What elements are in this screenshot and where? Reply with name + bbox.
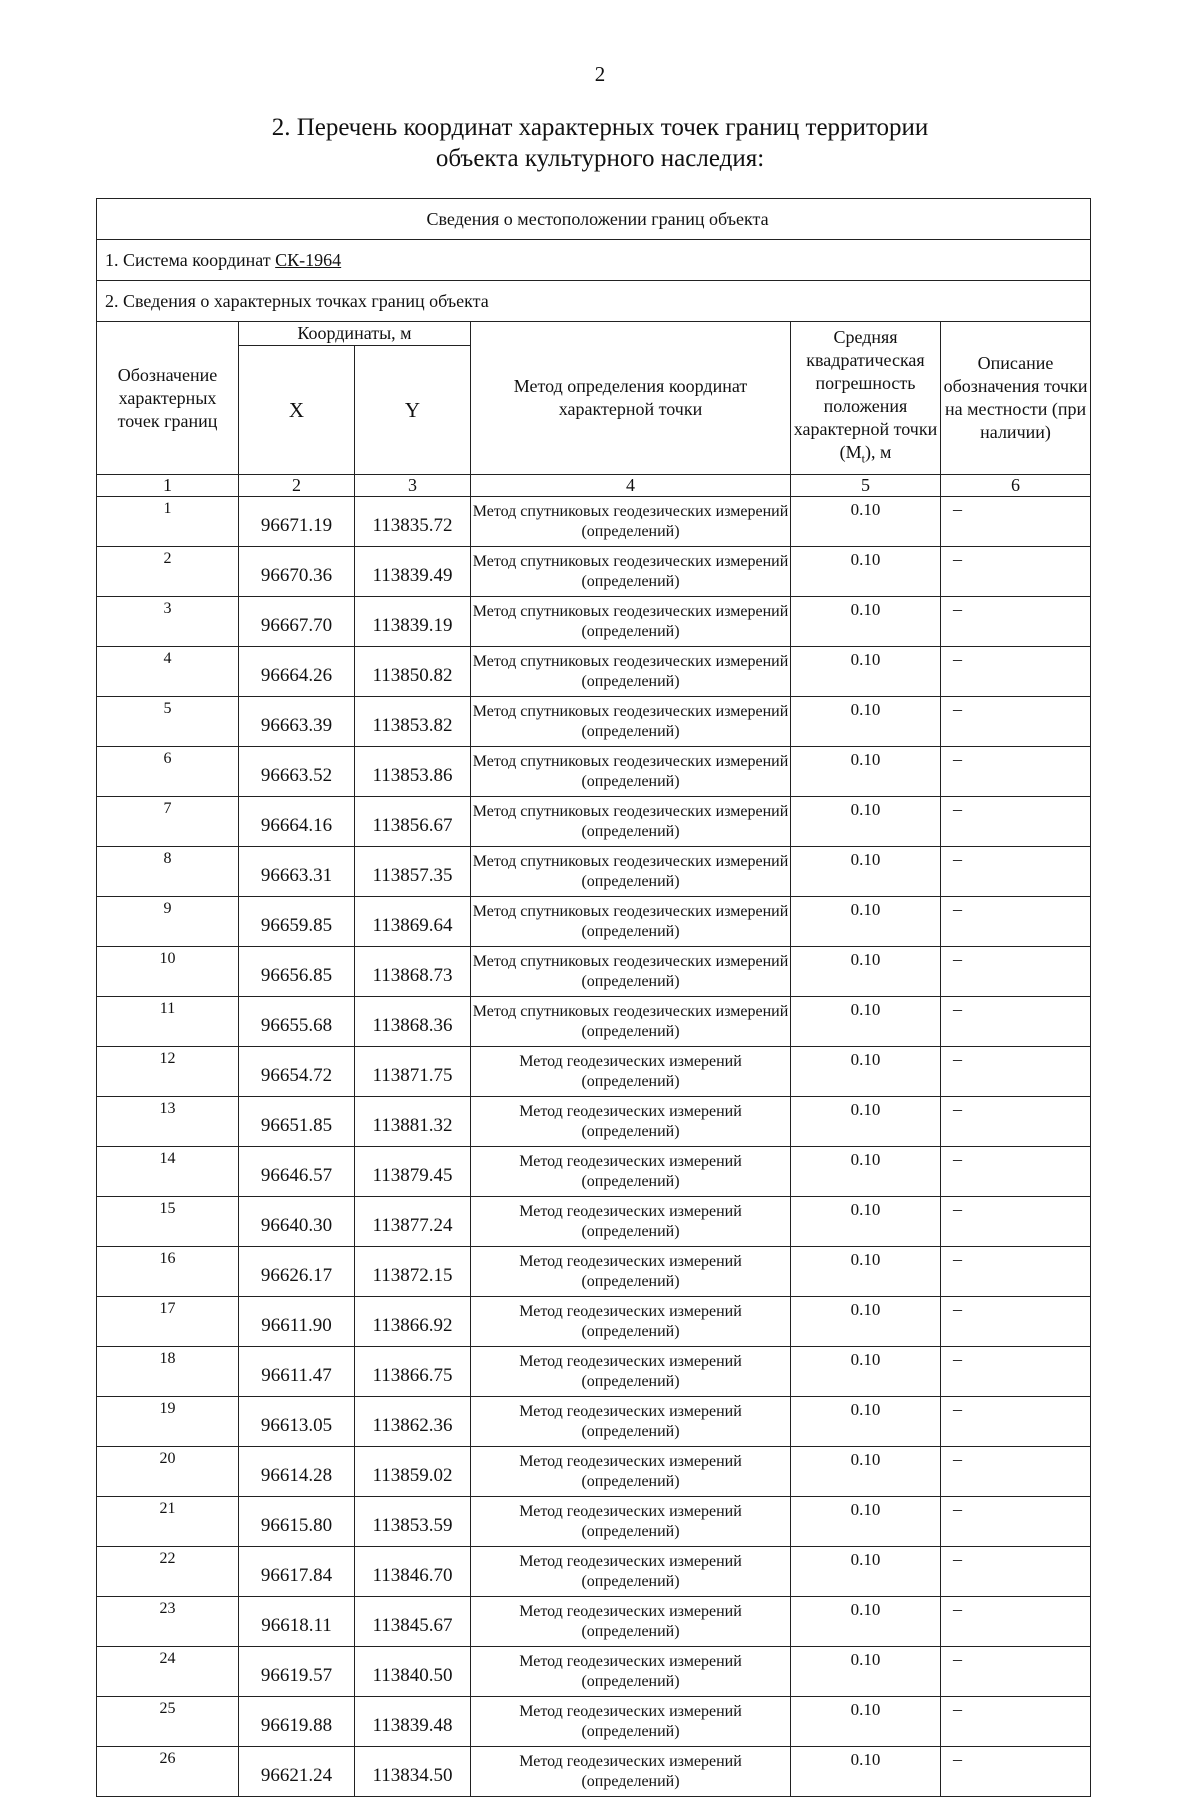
point-number: 25 — [97, 1697, 239, 1747]
method-text: Метод геодезических измерений (определений) — [471, 1597, 791, 1647]
coord-y: 113868.73 — [355, 947, 471, 997]
coord-x: 96619.57 — [239, 1647, 355, 1697]
method-text: Метод геодезических измерений (определений) — [471, 1397, 791, 1447]
table-row — [97, 1047, 1091, 1097]
heading-line-2: объекта культурного наследия: — [435, 145, 765, 172]
coord-y: 113872.15 — [355, 1247, 471, 1297]
description-value: – — [941, 847, 1091, 897]
coordinates-table-wrapper — [96, 198, 1090, 1797]
coord-y: 113853.86 — [355, 747, 471, 797]
description-value: – — [941, 497, 1091, 547]
description-value: – — [941, 1247, 1091, 1297]
coord-y: 113866.92 — [355, 1297, 471, 1347]
coord-y: 113839.49 — [355, 547, 471, 597]
description-value: – — [941, 1197, 1091, 1247]
method-text: Метод спутниковых геодезических измерений (определений) — [471, 697, 791, 747]
table-row — [97, 847, 1091, 897]
point-number: 14 — [97, 1147, 239, 1197]
description-value: – — [941, 1347, 1091, 1397]
coord-y: 113850.82 — [355, 647, 471, 697]
method-text: Метод геодезических измерений (определений) — [471, 1347, 791, 1397]
point-number: 19 — [97, 1397, 239, 1447]
error-value: 0.10 — [791, 1247, 941, 1297]
method-text: Метод геодезических измерений (определений) — [471, 1297, 791, 1347]
document-heading — [0, 112, 1200, 174]
description-value: – — [941, 547, 1091, 597]
point-number: 22 — [97, 1547, 239, 1597]
table-row — [97, 1647, 1091, 1697]
point-number: 10 — [97, 947, 239, 997]
method-text: Метод спутниковых геодезических измерений (определений) — [471, 647, 791, 697]
coord-y: 113859.02 — [355, 1447, 471, 1497]
coord-x: 96651.85 — [239, 1097, 355, 1147]
header-error: Средняя квадратическая погрешность положения характерной точки $(M_t)$, м — [791, 322, 941, 475]
point-number: 23 — [97, 1597, 239, 1647]
method-text: Метод геодезических измерений (определений) — [471, 1647, 791, 1697]
error-value: 0.10 — [791, 1747, 941, 1797]
description-value: – — [941, 747, 1091, 797]
coord-y: 113853.82 — [355, 697, 471, 747]
coordinates-table — [96, 198, 1091, 1797]
error-value: 0.10 — [791, 597, 941, 647]
error-value: 0.10 — [791, 1047, 941, 1097]
table-row — [97, 597, 1091, 647]
column-number: 1 — [97, 475, 239, 497]
coord-y: 113853.59 — [355, 1497, 471, 1547]
coord-x: 96671.19 — [239, 497, 355, 547]
table-row — [97, 997, 1091, 1047]
point-number: 7 — [97, 797, 239, 847]
coord-x: 96611.90 — [239, 1297, 355, 1347]
error-value: 0.10 — [791, 497, 941, 547]
coord-x: 96615.80 — [239, 1497, 355, 1547]
column-number: 4 — [471, 475, 791, 497]
table-row — [97, 1497, 1091, 1547]
coord-x: 96655.68 — [239, 997, 355, 1047]
description-value: – — [941, 1597, 1091, 1647]
header-method: Метод определения координат характерной точки — [471, 322, 791, 475]
error-value: 0.10 — [791, 797, 941, 847]
point-number: 17 — [97, 1297, 239, 1347]
point-number: 12 — [97, 1047, 239, 1097]
coord-system-value: СК-1964 — [275, 249, 342, 270]
point-number: 4 — [97, 647, 239, 697]
coord-y: 113839.19 — [355, 597, 471, 647]
table-row — [97, 1447, 1091, 1497]
page-number: 2 — [594, 62, 606, 86]
coord-x: 96626.17 — [239, 1247, 355, 1297]
coord-x: 96667.70 — [239, 597, 355, 647]
method-text: Метод геодезических измерений (определений) — [471, 1097, 791, 1147]
error-value: 0.10 — [791, 547, 941, 597]
method-text: Метод геодезических измерений (определений) — [471, 1247, 791, 1297]
point-number: 18 — [97, 1347, 239, 1397]
table-row — [97, 797, 1091, 847]
point-number: 24 — [97, 1647, 239, 1697]
error-value: 0.10 — [791, 1447, 941, 1497]
description-value: – — [941, 1397, 1091, 1447]
description-value: – — [941, 997, 1091, 1047]
table-row — [97, 1247, 1091, 1297]
description-value: – — [941, 647, 1091, 697]
description-value: – — [941, 1047, 1091, 1097]
description-value: – — [941, 1547, 1091, 1597]
point-number: 8 — [97, 847, 239, 897]
coord-y: 113869.64 — [355, 897, 471, 947]
coord-system-row — [97, 240, 1091, 281]
coord-y: 113866.75 — [355, 1347, 471, 1397]
table-row — [97, 647, 1091, 697]
error-value: 0.10 — [791, 647, 941, 697]
coord-x: 96640.30 — [239, 1197, 355, 1247]
point-number: 20 — [97, 1447, 239, 1497]
coord-y: 113871.75 — [355, 1047, 471, 1097]
header-x: X — [239, 346, 355, 475]
coord-x: 96659.85 — [239, 897, 355, 947]
table-row — [97, 1697, 1091, 1747]
point-number: 1 — [97, 497, 239, 547]
description-value: – — [941, 1297, 1091, 1347]
point-number: 3 — [97, 597, 239, 647]
coord-y: 113856.67 — [355, 797, 471, 847]
point-number: 11 — [97, 997, 239, 1047]
method-text: Метод геодезических измерений (определений) — [471, 1447, 791, 1497]
table-row — [97, 1597, 1091, 1647]
description-value: – — [941, 597, 1091, 647]
method-text: Метод геодезических измерений (определений) — [471, 1497, 791, 1547]
coord-system-label: 1. Система координат — [105, 249, 276, 270]
coord-y: 113835.72 — [355, 497, 471, 547]
error-value: 0.10 — [791, 747, 941, 797]
table-row — [97, 1397, 1091, 1447]
header-y: Y — [355, 346, 471, 475]
section-label: 2. Сведения о характерных точках границ объекта — [97, 281, 1091, 322]
coord-x: 96611.47 — [239, 1347, 355, 1397]
table-row — [97, 1097, 1091, 1147]
point-number: 9 — [97, 897, 239, 947]
point-number: 21 — [97, 1497, 239, 1547]
error-value: 0.10 — [791, 1347, 941, 1397]
coord-y: 113879.45 — [355, 1147, 471, 1197]
coord-y: 113862.36 — [355, 1397, 471, 1447]
coord-y: 113846.70 — [355, 1547, 471, 1597]
table-row — [97, 947, 1091, 997]
error-value: 0.10 — [791, 1397, 941, 1447]
coord-x: 96663.52 — [239, 747, 355, 797]
point-number: 5 — [97, 697, 239, 747]
coord-y: 113840.50 — [355, 1647, 471, 1697]
description-value: – — [941, 1097, 1091, 1147]
coord-y: 113877.24 — [355, 1197, 471, 1247]
heading-line-1: 2. Перечень координат характерных точек границ территории — [271, 114, 929, 141]
method-text: Метод спутниковых геодезических измерений (определений) — [471, 997, 791, 1047]
table-row — [97, 1547, 1091, 1597]
error-value: 0.10 — [791, 1097, 941, 1147]
method-text: Метод геодезических измерений (определений) — [471, 1747, 791, 1797]
coord-x: 96621.24 — [239, 1747, 355, 1797]
error-value: 0.10 — [791, 1697, 941, 1747]
header-description: Описание обозначения точки на местности (при наличии) — [941, 322, 1091, 475]
table-row — [97, 1147, 1091, 1197]
method-text: Метод спутниковых геодезических измерений (определений) — [471, 597, 791, 647]
table-row — [97, 897, 1091, 947]
method-text: Метод геодезических измерений (определений) — [471, 1047, 791, 1097]
description-value: – — [941, 897, 1091, 947]
column-number: 3 — [355, 475, 471, 497]
method-text: Метод спутниковых геодезических измерений (определений) — [471, 497, 791, 547]
point-number: 26 — [97, 1747, 239, 1797]
table-row — [97, 1747, 1091, 1797]
error-value: 0.10 — [791, 1547, 941, 1597]
coord-x: 96614.28 — [239, 1447, 355, 1497]
error-value: 0.10 — [791, 697, 941, 747]
coord-x: 96664.16 — [239, 797, 355, 847]
description-value: – — [941, 797, 1091, 847]
coord-y: 113834.50 — [355, 1747, 471, 1797]
coord-y: 113881.32 — [355, 1097, 471, 1147]
description-value: – — [941, 697, 1091, 747]
coord-x: 96663.39 — [239, 697, 355, 747]
column-number-row — [97, 475, 1091, 497]
error-value: 0.10 — [791, 1147, 941, 1197]
method-text: Метод геодезических измерений (определений) — [471, 1697, 791, 1747]
error-value: 0.10 — [791, 997, 941, 1047]
header-coordinates: Координаты, м — [239, 322, 471, 346]
column-number: 6 — [941, 475, 1091, 497]
column-number: 5 — [791, 475, 941, 497]
table-row — [97, 1347, 1091, 1397]
column-number: 2 — [239, 475, 355, 497]
coord-x: 96618.11 — [239, 1597, 355, 1647]
method-text: Метод спутниковых геодезических измерений (определений) — [471, 547, 791, 597]
error-value: 0.10 — [791, 847, 941, 897]
error-value: 0.10 — [791, 947, 941, 997]
coord-x: 96617.84 — [239, 1547, 355, 1597]
description-value: – — [941, 1447, 1091, 1497]
method-text: Метод спутниковых геодезических измерений (определений) — [471, 947, 791, 997]
coord-y: 113839.48 — [355, 1697, 471, 1747]
table-row — [97, 1297, 1091, 1347]
description-value: – — [941, 1697, 1091, 1747]
error-value: 0.10 — [791, 1497, 941, 1547]
method-text: Метод спутниковых геодезических измерений (определений) — [471, 897, 791, 947]
method-text: Метод геодезических измерений (определений) — [471, 1147, 791, 1197]
description-value: – — [941, 1497, 1091, 1547]
method-text: Метод спутниковых геодезических измерений (определений) — [471, 797, 791, 847]
description-value: – — [941, 1747, 1091, 1797]
table-row — [97, 697, 1091, 747]
method-text: Метод геодезических измерений (определений) — [471, 1547, 791, 1597]
coord-x: 96656.85 — [239, 947, 355, 997]
coord-y: 113868.36 — [355, 997, 471, 1047]
point-number: 6 — [97, 747, 239, 797]
coord-x: 96654.72 — [239, 1047, 355, 1097]
table-title: Сведения о местоположении границ объекта — [97, 199, 1091, 240]
coord-x: 96664.26 — [239, 647, 355, 697]
description-value: – — [941, 947, 1091, 997]
coord-y: 113857.35 — [355, 847, 471, 897]
error-value: 0.10 — [791, 1297, 941, 1347]
point-number: 2 — [97, 547, 239, 597]
coord-x: 96670.36 — [239, 547, 355, 597]
error-value: 0.10 — [791, 1597, 941, 1647]
method-text: Метод спутниковых геодезических измерений (определений) — [471, 847, 791, 897]
error-value: 0.10 — [791, 897, 941, 947]
table-row — [97, 547, 1091, 597]
table-row — [97, 1197, 1091, 1247]
description-value: – — [941, 1647, 1091, 1697]
table-row — [97, 497, 1091, 547]
point-number: 13 — [97, 1097, 239, 1147]
coord-x: 96619.88 — [239, 1697, 355, 1747]
coord-y: 113845.67 — [355, 1597, 471, 1647]
method-text: Метод спутниковых геодезических измерений (определений) — [471, 747, 791, 797]
table-row — [97, 747, 1091, 797]
point-number: 16 — [97, 1247, 239, 1297]
header-designation: Обозначение характерных точек границ — [97, 322, 239, 475]
coord-x: 96613.05 — [239, 1397, 355, 1447]
error-value: 0.10 — [791, 1197, 941, 1247]
description-value: – — [941, 1147, 1091, 1197]
point-number: 15 — [97, 1197, 239, 1247]
error-value: 0.10 — [791, 1647, 941, 1697]
coord-x: 96663.31 — [239, 847, 355, 897]
method-text: Метод геодезических измерений (определений) — [471, 1197, 791, 1247]
coord-x: 96646.57 — [239, 1147, 355, 1197]
